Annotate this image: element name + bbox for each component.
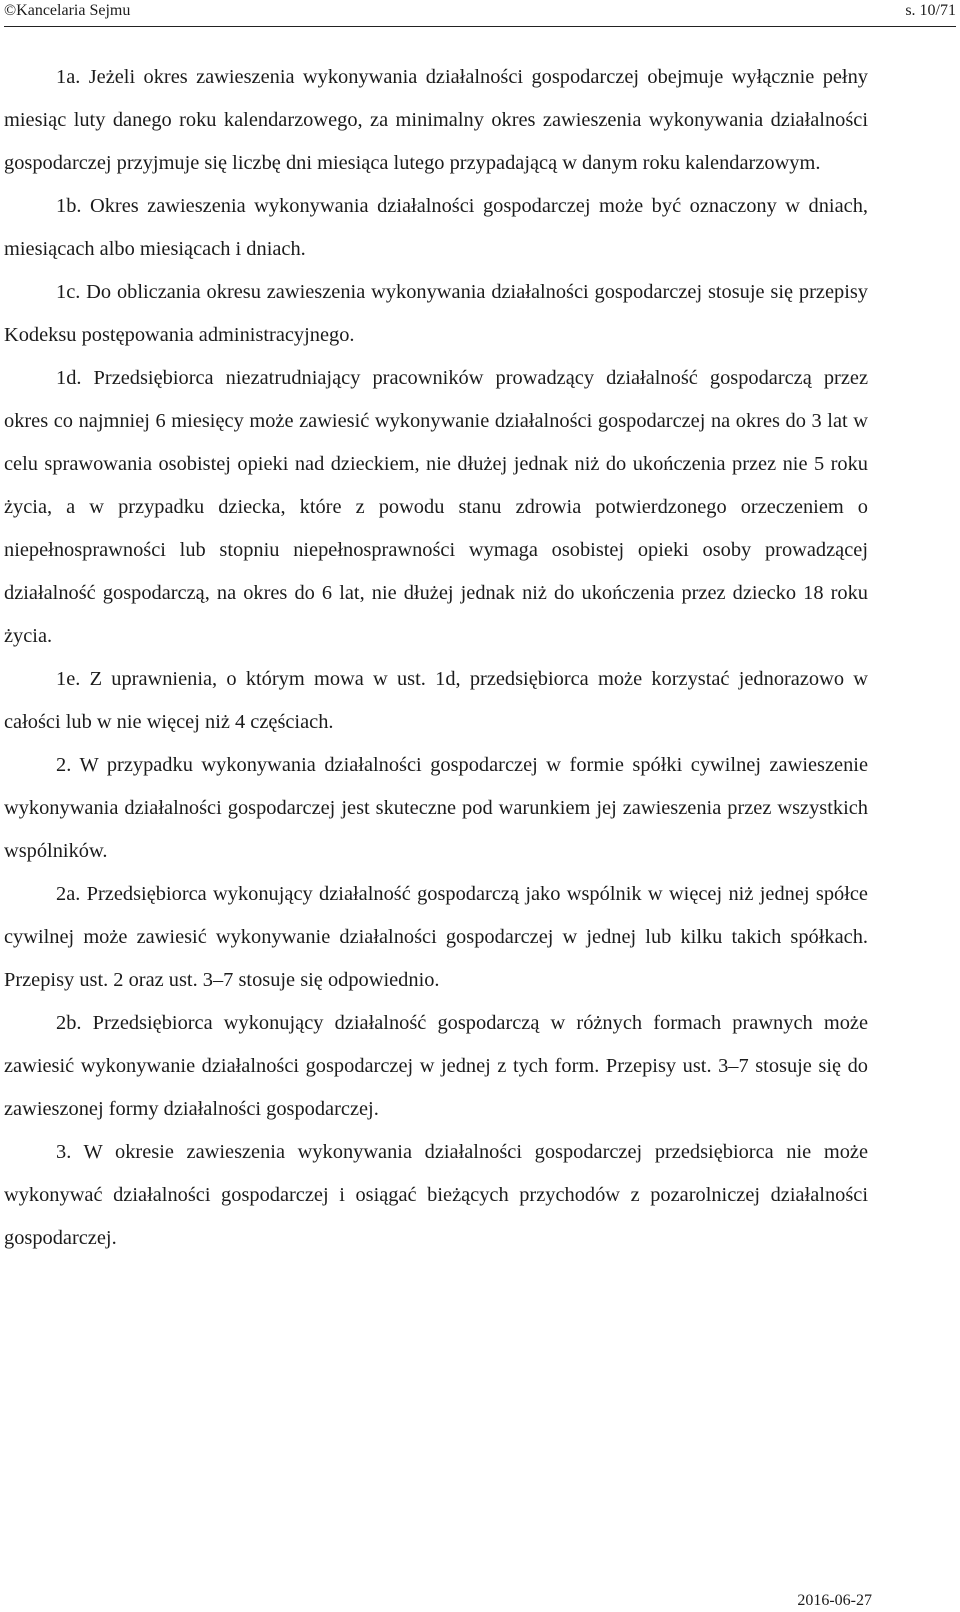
paragraph-2: 2. W przypadku wykonywania działalności gospodarczej w formie spółki cywilnej zawieszenie wykonywania działalności gospodarczej jest skuteczne pod warunkiem jej zawieszenia przez wszystkich wspólników.	[4, 754, 868, 862]
paragraph-1a: 1a. Jeżeli okres zawieszenia wykonywania działalności gospodarczej obejmuje wyłącznie pełny miesiąc luty danego roku kalendarzowego, za minimalny okres zawieszenia wykonywania działalności gospodarczej przyjmuje się liczbę dni miesiąca lutego przypadającą w danym roku kalendarzowym.	[4, 66, 868, 174]
paragraph-2a: 2a. Przedsiębiorca wykonujący działalność gospodarczą jako wspólnik w więcej niż jednej spółce cywilnej może zawiesić wykonywanie działalności gospodarczej w jednej lub kilku takich spółkach. Przepisy ust. 2 oraz ust. 3–7 stosuje się odpowiednio.	[4, 883, 868, 991]
paragraph-2b: 2b. Przedsiębiorca wykonujący działalność gospodarczą w różnych formach prawnych może zawiesić wykonywanie działalności gospodarczej w jednej z tych form. Przepisy ust. 3–7 stosuje się do zawieszonej formy działalności gospodarczej.	[4, 1012, 868, 1120]
paragraph-1c: 1c. Do obliczania okresu zawieszenia wykonywania działalności gospodarczej stosuje się przepisy Kodeksu postępowania administracyjnego.	[4, 281, 868, 346]
page-header	[4, 0, 956, 27]
paragraph-1e: 1e. Z uprawnienia, o którym mowa w ust. 1d, przedsiębiorca może korzystać jednorazowo w całości lub w nie więcej niż 4 częściach.	[4, 668, 868, 733]
source-label: ©Kancelaria Sejmu	[4, 2, 131, 19]
paragraph-1b: 1b. Okres zawieszenia wykonywania działalności gospodarczej może być oznaczony w dniach, miesiącach albo miesiącach i dniach.	[4, 195, 868, 260]
paragraph-3: 3. W okresie zawieszenia wykonywania działalności gospodarczej przedsiębiorca nie może wykonywać działalności gospodarczej i osiągać bieżących przychodów z pozarolniczej działalności gospodarczej.	[4, 1141, 868, 1249]
page-footer-date: 2016-06-27	[797, 1592, 872, 1609]
page-number: s. 10/71	[905, 2, 956, 19]
document-body	[4, 56, 868, 1260]
paragraph-1d: 1d. Przedsiębiorca niezatrudniający pracowników prowadzący działalność gospodarczą przez okres co najmniej 6 miesięcy może zawiesić wykonywanie działalności gospodarczej na okres do 3 lat w celu sprawowania osobistej opieki nad dzieckiem, nie dłużej jednak niż do ukończenia przez nie 5 roku życia, a w przypadku dziecka, które z powodu stanu zdrowia potwierdzonego orzeczeniem o niepełnosprawności lub stopniu niepełnosprawności wymaga osobistej opieki osoby prowadzącej działalność gospodarczą, na okres do 6 lat, nie dłużej jednak niż do ukończenia przez dziecko 18 roku życia.	[4, 367, 868, 647]
